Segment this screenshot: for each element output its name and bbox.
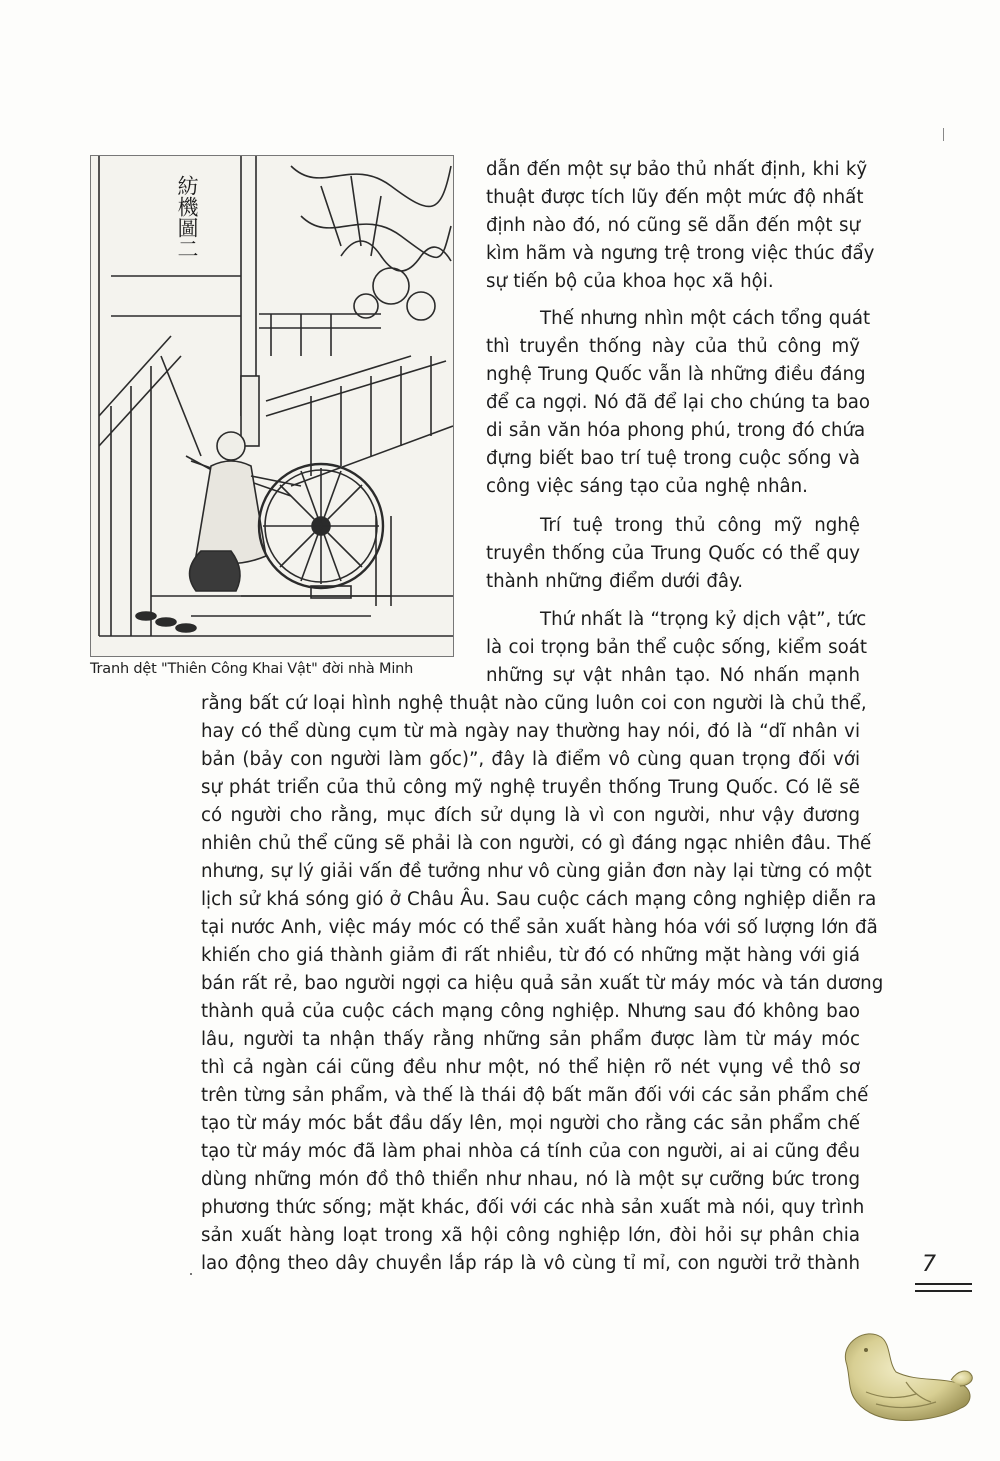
page-number-rule (915, 1290, 972, 1292)
text-line: truyền thống của Trung Quốc có thể quy (486, 543, 860, 564)
text-line: sự phát triển của thủ công mỹ nghệ truyền thống Trung Quốc. Có lẽ sẽ (201, 777, 860, 798)
figure-caption: Tranh dệt "Thiên Công Khai Vật" đời nhà Minh (90, 661, 414, 677)
crop-mark (943, 128, 944, 141)
page-number-rule (915, 1283, 972, 1285)
text-line: định nào đó, nó cũng sẽ dẫn đến một sự (486, 215, 860, 236)
text-line: lịch sử khá sóng gió ở Châu Âu. Sau cuộc cách mạng công nghiệp diễn ra (201, 889, 877, 910)
text-line: Thứ nhất là “trọng kỷ dịch vật”, tức (540, 609, 867, 630)
text-line: có người cho rằng, mục đích sử dụng là vì con người, như vậy đương (201, 805, 860, 826)
text-line: bản (bảy con người làm gốc)”, đây là điểm vô cùng quan trọng đối với (201, 749, 860, 770)
text-line: nhiên chủ thể cũng sẽ phải là con người, có gì đáng ngạc nhiên đâu. Thế (201, 833, 872, 854)
text-line: sự tiến bộ của khoa học xã hội. (486, 271, 774, 292)
text-line: công việc sáng tạo của nghệ nhân. (486, 476, 808, 497)
margin-dot (190, 1273, 192, 1275)
text-line: Trí tuệ trong thủ công mỹ nghệ (540, 515, 860, 536)
text-line: trên từng sản phẩm, và thế là thái độ bất mãn đối với các sản phẩm chế (201, 1085, 869, 1106)
text-line: bán rất rẻ, bao người ngợi ca hiệu quả sản xuất từ máy móc và tán dương (201, 973, 884, 994)
text-line: thành những điểm dưới đây. (486, 571, 744, 592)
text-line: để ca ngợi. Nó đã để lại cho chúng ta bao (486, 392, 871, 413)
text-line: tạo từ máy móc bắt đầu dấy lên, mọi người cho rằng các sản phẩm chế (201, 1113, 860, 1134)
text-line: rằng bất cứ loại hình nghệ thuật nào cũng luôn coi con người là chủ thể, (201, 693, 867, 714)
ceramic-figurine-ornament (836, 1322, 976, 1432)
text-line: những sự vật nhân tạo. Nó nhấn mạnh (486, 665, 860, 686)
text-line: thì cả ngàn cái cũng đều như một, nó thể hiện rõ nét vụng về thô sơ (201, 1057, 860, 1078)
text-line: thành quả của cuộc cách mạng công nghiệp. Nhưng sau đó không bao (201, 1001, 860, 1022)
text-line: đựng biết bao trí tuệ trong cuộc sống và (486, 448, 860, 469)
text-line: Thế nhưng nhìn một cách tổng quát (540, 308, 871, 329)
page-number: 7 (922, 1252, 936, 1277)
text-line: thuật được tích lũy đến một mức độ nhất (486, 187, 864, 208)
text-line: hay có thể dùng cụm từ mà ngày nay thường hay nói, đó là “dĩ nhân vi (201, 721, 860, 742)
text-line: phương thức sống; mặt khác, đối với các nhà sản xuất mà nói, quy trình (201, 1197, 865, 1218)
text-line: nghệ Trung Quốc vẫn là những điều đáng (486, 364, 866, 385)
text-line: sản xuất hàng loạt trong xã hội công nghiệp lớn, đòi hỏi sự phân chia (201, 1225, 860, 1246)
text-line: tạo từ máy móc đã làm phai nhòa cá tính của con người, ai ai cũng đều (201, 1141, 860, 1162)
text-line: thì truyền thống này của thủ công mỹ (486, 336, 860, 357)
text-line: di sản văn hóa phong phú, trong đó chứa (486, 420, 866, 441)
text-line: dùng những món đồ thô thiển như nhau, nó là một sự cưỡng bức trong (201, 1169, 860, 1190)
text-line: khiến cho giá thành giảm đi rất nhiều, từ đó có những mặt hàng với giá (201, 945, 860, 966)
text-line: kìm hãm và ngưng trệ trong việc thúc đẩy (486, 243, 875, 264)
woodblock-print-drawing (91, 156, 453, 656)
text-line: lâu, người ta nhận thấy rằng những sản phẩm được làm từ máy móc (201, 1029, 860, 1050)
spinning-wheel-illustration (90, 155, 454, 657)
text-line: nhưng, sự lý giải vấn đề tưởng như vô cùng giản đơn này lại từng có một (201, 861, 872, 882)
text-line: dẫn đến một sự bảo thủ nhất định, khi kỹ (486, 159, 868, 180)
text-line: lao động theo dây chuyền lắp ráp là vô cùng tỉ mỉ, con người trở thành (201, 1253, 860, 1274)
text-line: tại nước Anh, việc máy móc có thể sản xuất hàng hóa với số lượng lớn đã (201, 917, 878, 938)
vertical-chinese-title: 紡機圖二 (115, 175, 199, 199)
text-line: là coi trọng bản thể cuộc sống, kiểm soát (486, 637, 867, 658)
